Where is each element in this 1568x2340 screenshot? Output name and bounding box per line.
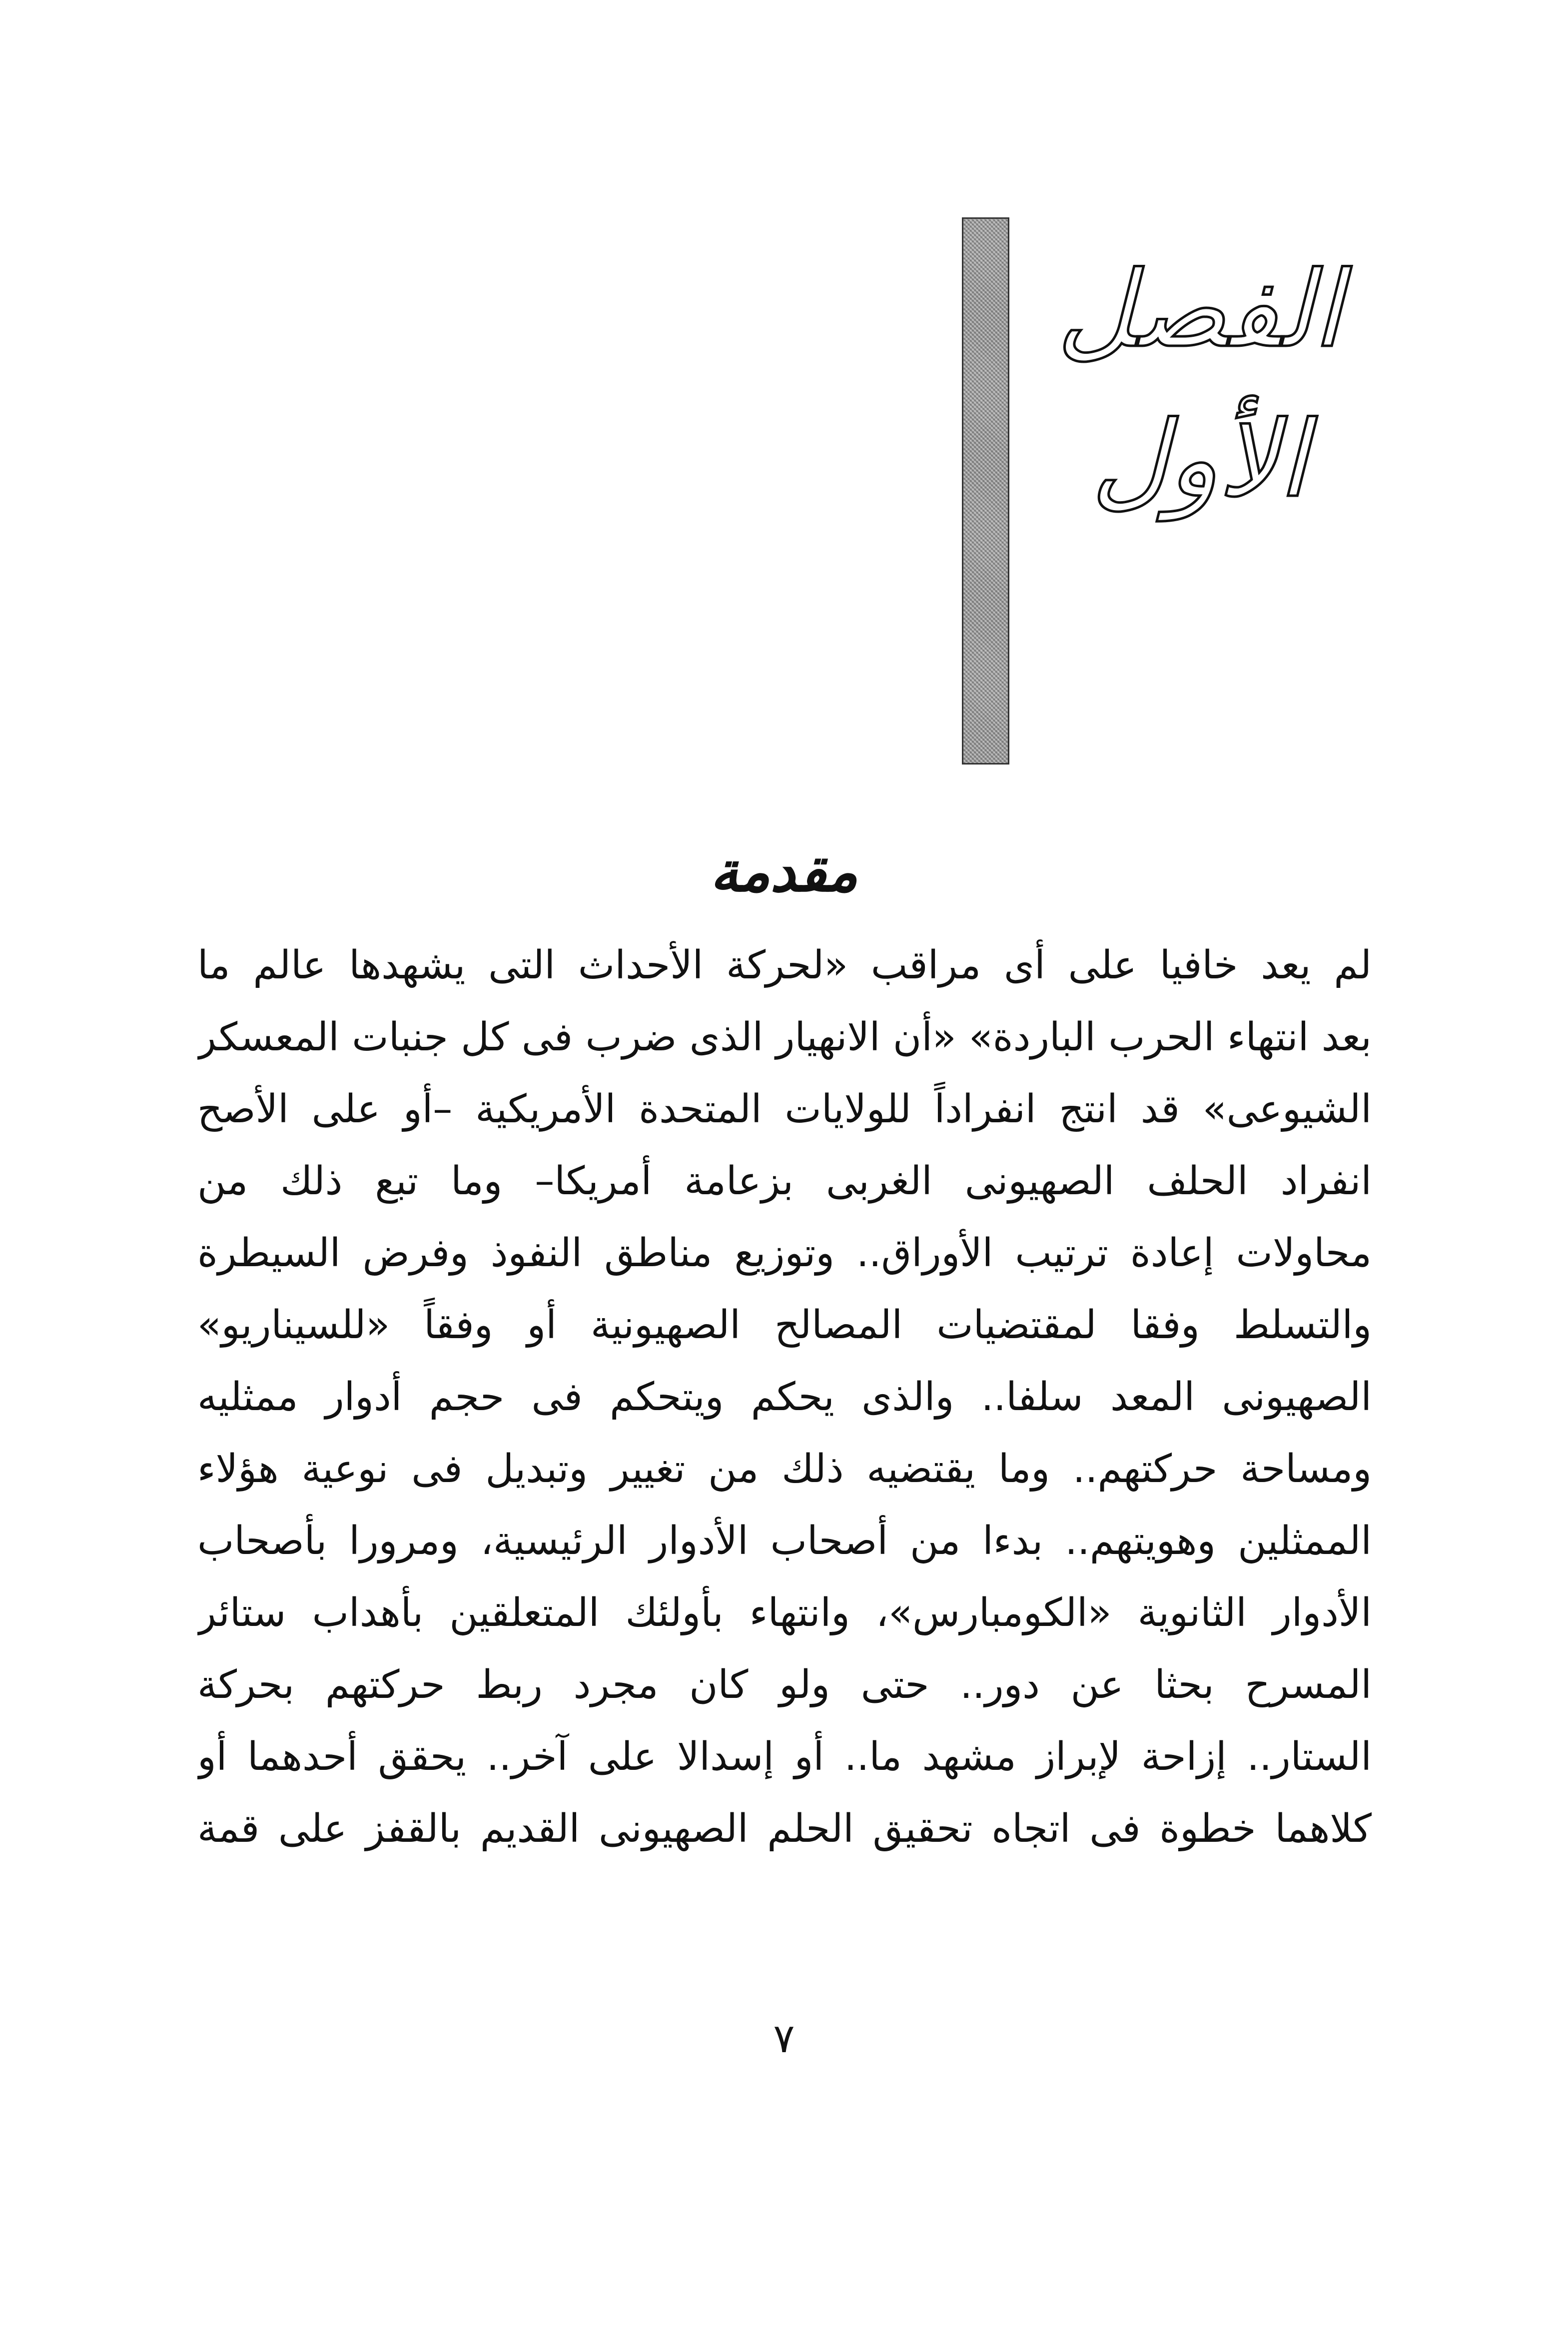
body-line: الستار.. إزاحة لإبراز مشهد ما.. أو إسدالا على آخر.. يحقق أحدهما أو [197,1734,1372,1779]
chapter-heading [1024,235,1374,535]
body-line: لم يعد خافيا على أى مراقب «لحركة الأحداث التى يشهدها عالم ما [197,943,1372,988]
body-line: محاولات إعادة ترتيب الأوراق.. وتوزيع مناطق النفوذ وفرض السيطرة [197,1231,1372,1276]
page-number: ٧ [773,2015,795,2062]
body-line: الممثلين وهويتهم.. بدءا من أصحاب الأدوار الرئيسية، ومرورا بأصحاب [197,1519,1372,1563]
section-title: مقدمة [710,839,858,904]
body-line: الصهيونى المعد سلفا.. والذى يحكم ويتحكم فى حجم أدوار ممثليه [197,1375,1372,1420]
chapter-heading-line-2: الأول [1091,398,1308,521]
body-line: المسرح بحثا عن دور.. حتى ولو كان مجرد ربط حركتهم بحركة [197,1662,1372,1707]
body-line: ومساحة حركتهم.. وما يقتضيه ذلك من تغيير وتبديل فى نوعية هؤلاء [197,1447,1372,1492]
body-line: انفراد الحلف الصهيونى الغربى بزعامة أمريكا– وما تبع ذلك من [197,1159,1372,1204]
chapter-heading-line-1: الفصل [1057,248,1342,371]
body-line: كلاهما خطوة فى اتجاه تحقيق الحلم الصهيونى القديم بالقفز على قمة [197,1806,1372,1851]
body-paragraph [197,929,1372,1865]
body-line: بعد انتهاء الحرب الباردة» «أن الانهيار الذى ضرب فى كل جنبات المعسكر [197,1015,1372,1060]
body-line: والتسلط وفقا لمقتضيات المصالح الصهيونية أو وفقاً «للسيناريو» [197,1303,1372,1348]
body-line: الأدوار الثانوية «الكومبارس»، وانتهاء بأولئك المتعلقين بأهداب ستائر [197,1590,1372,1635]
body-line: الشيوعى» قد انتج انفراداً للولايات المتحدة الأمريكية –أو على الأصح [197,1087,1372,1132]
chapter-decorative-bar [962,217,1009,765]
